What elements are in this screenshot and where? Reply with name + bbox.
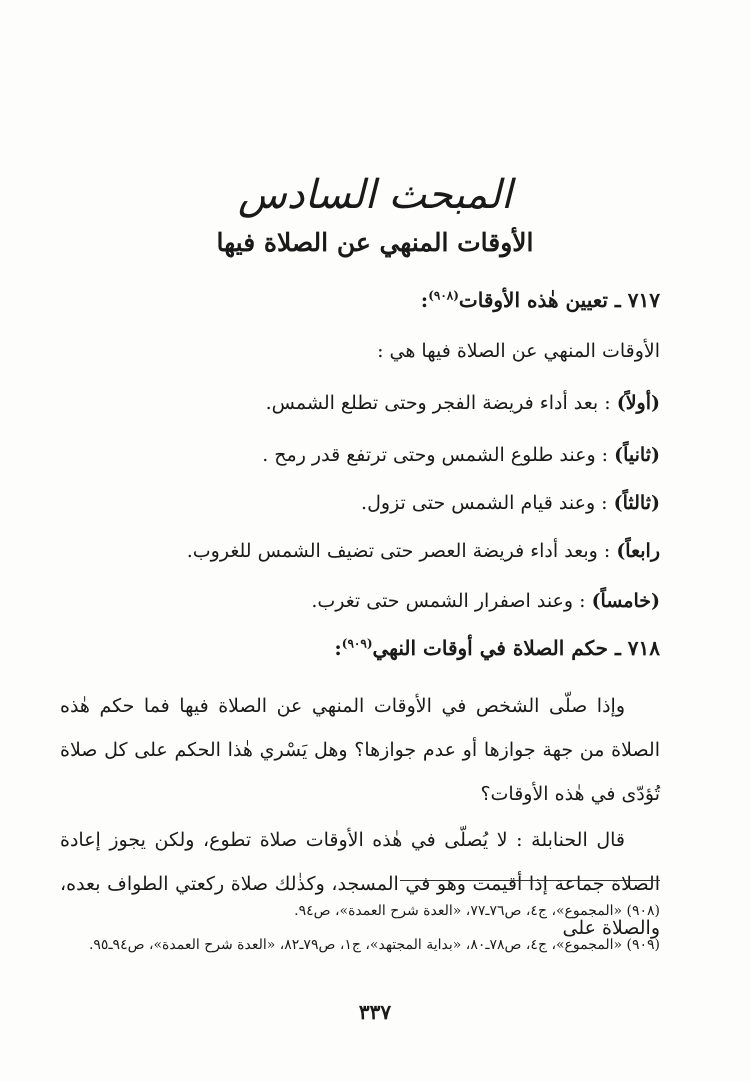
list-item-label: رابعاً) — [616, 540, 660, 562]
footnote-ref-908: (٩٠٨) — [428, 288, 459, 303]
paragraph-hanbali: قال الحنابلة : لا يُصلّى في هٰذه الأوقات صلاة تطوع، ولكن يجوز إعادة الصلاة جماعة إذا أقيمت وهو في المسجد، وكذٰلك صلاة ركعتي الطواف بعده، والصلاة على — [60, 829, 660, 939]
list-item — [60, 392, 660, 414]
chapter-title: الأوقات المنهي عن الصلاة فيها — [216, 228, 534, 257]
footnote-divider — [400, 880, 660, 881]
list-item-text: : وعند اصفرار الشمس حتى تغرب. — [311, 590, 586, 612]
footnote-909: (٩٠٩) «المجموع»، ج٤، ص٧٨ـ٨٠، «بداية المجتهد»، ج١، ص٧٩ـ٨٢، «العدة شرح العمدة»، ص٩٤ـ٩٥. — [88, 937, 660, 953]
section-calligraphy-title: المبحث السادس — [237, 172, 513, 218]
list-item-text: : وبعد أداء فريضة العصر حتى تضيف الشمس للغروب. — [186, 540, 611, 562]
list-item — [60, 492, 660, 514]
intro-line: الأوقات المنهي عن الصلاة فيها هي : — [377, 340, 660, 362]
page-number: ٣٣٧ — [358, 1000, 392, 1024]
list-item-label: (خامساً) — [591, 590, 660, 612]
heading-718 — [334, 636, 660, 660]
list-item-text: : وعند قيام الشمس حتى تزول. — [361, 492, 608, 514]
paragraph-question: وإذا صلّى الشخص في الأوقات المنهي عن الصلاة فيها فما حكم هٰذه الصلاة من جهة جوازها أو عدم جوازها؟ وهل يَسْري هٰذا الحكم على كل صلاة تُؤدّى في هٰذه الأوقات؟ — [60, 695, 660, 805]
footnote-908: (٩٠٨) «المجموع»، ج٤، ص٧٦ـ٧٧، «العدة شرح العمدة»، ص٩٤. — [294, 903, 660, 919]
list-item-label: (أولاً) — [616, 392, 660, 414]
list-item-text: : وعند طلوع الشمس وحتى ترتفع قدر رمح . — [262, 444, 609, 466]
heading-717-colon: : — [420, 288, 429, 312]
footnote-ref-909: (٩٠٩) — [341, 636, 373, 651]
heading-718-text: ٧١٨ ـ حكم الصلاة في أوقات النهي — [372, 636, 660, 660]
list-item — [60, 540, 660, 562]
list-item-label: (ثانياً) — [614, 444, 660, 466]
heading-717 — [421, 288, 660, 312]
heading-717-text: ٧١٧ ـ تعيين هٰذه الأوقات — [458, 288, 660, 312]
list-item-label: (ثالثاً) — [613, 492, 660, 514]
list-item — [60, 590, 660, 612]
list-item-text: : بعد أداء فريضة الفجر وحتى تطلع الشمس. — [265, 392, 611, 414]
list-item — [60, 444, 660, 466]
heading-718-colon: : — [334, 636, 342, 660]
